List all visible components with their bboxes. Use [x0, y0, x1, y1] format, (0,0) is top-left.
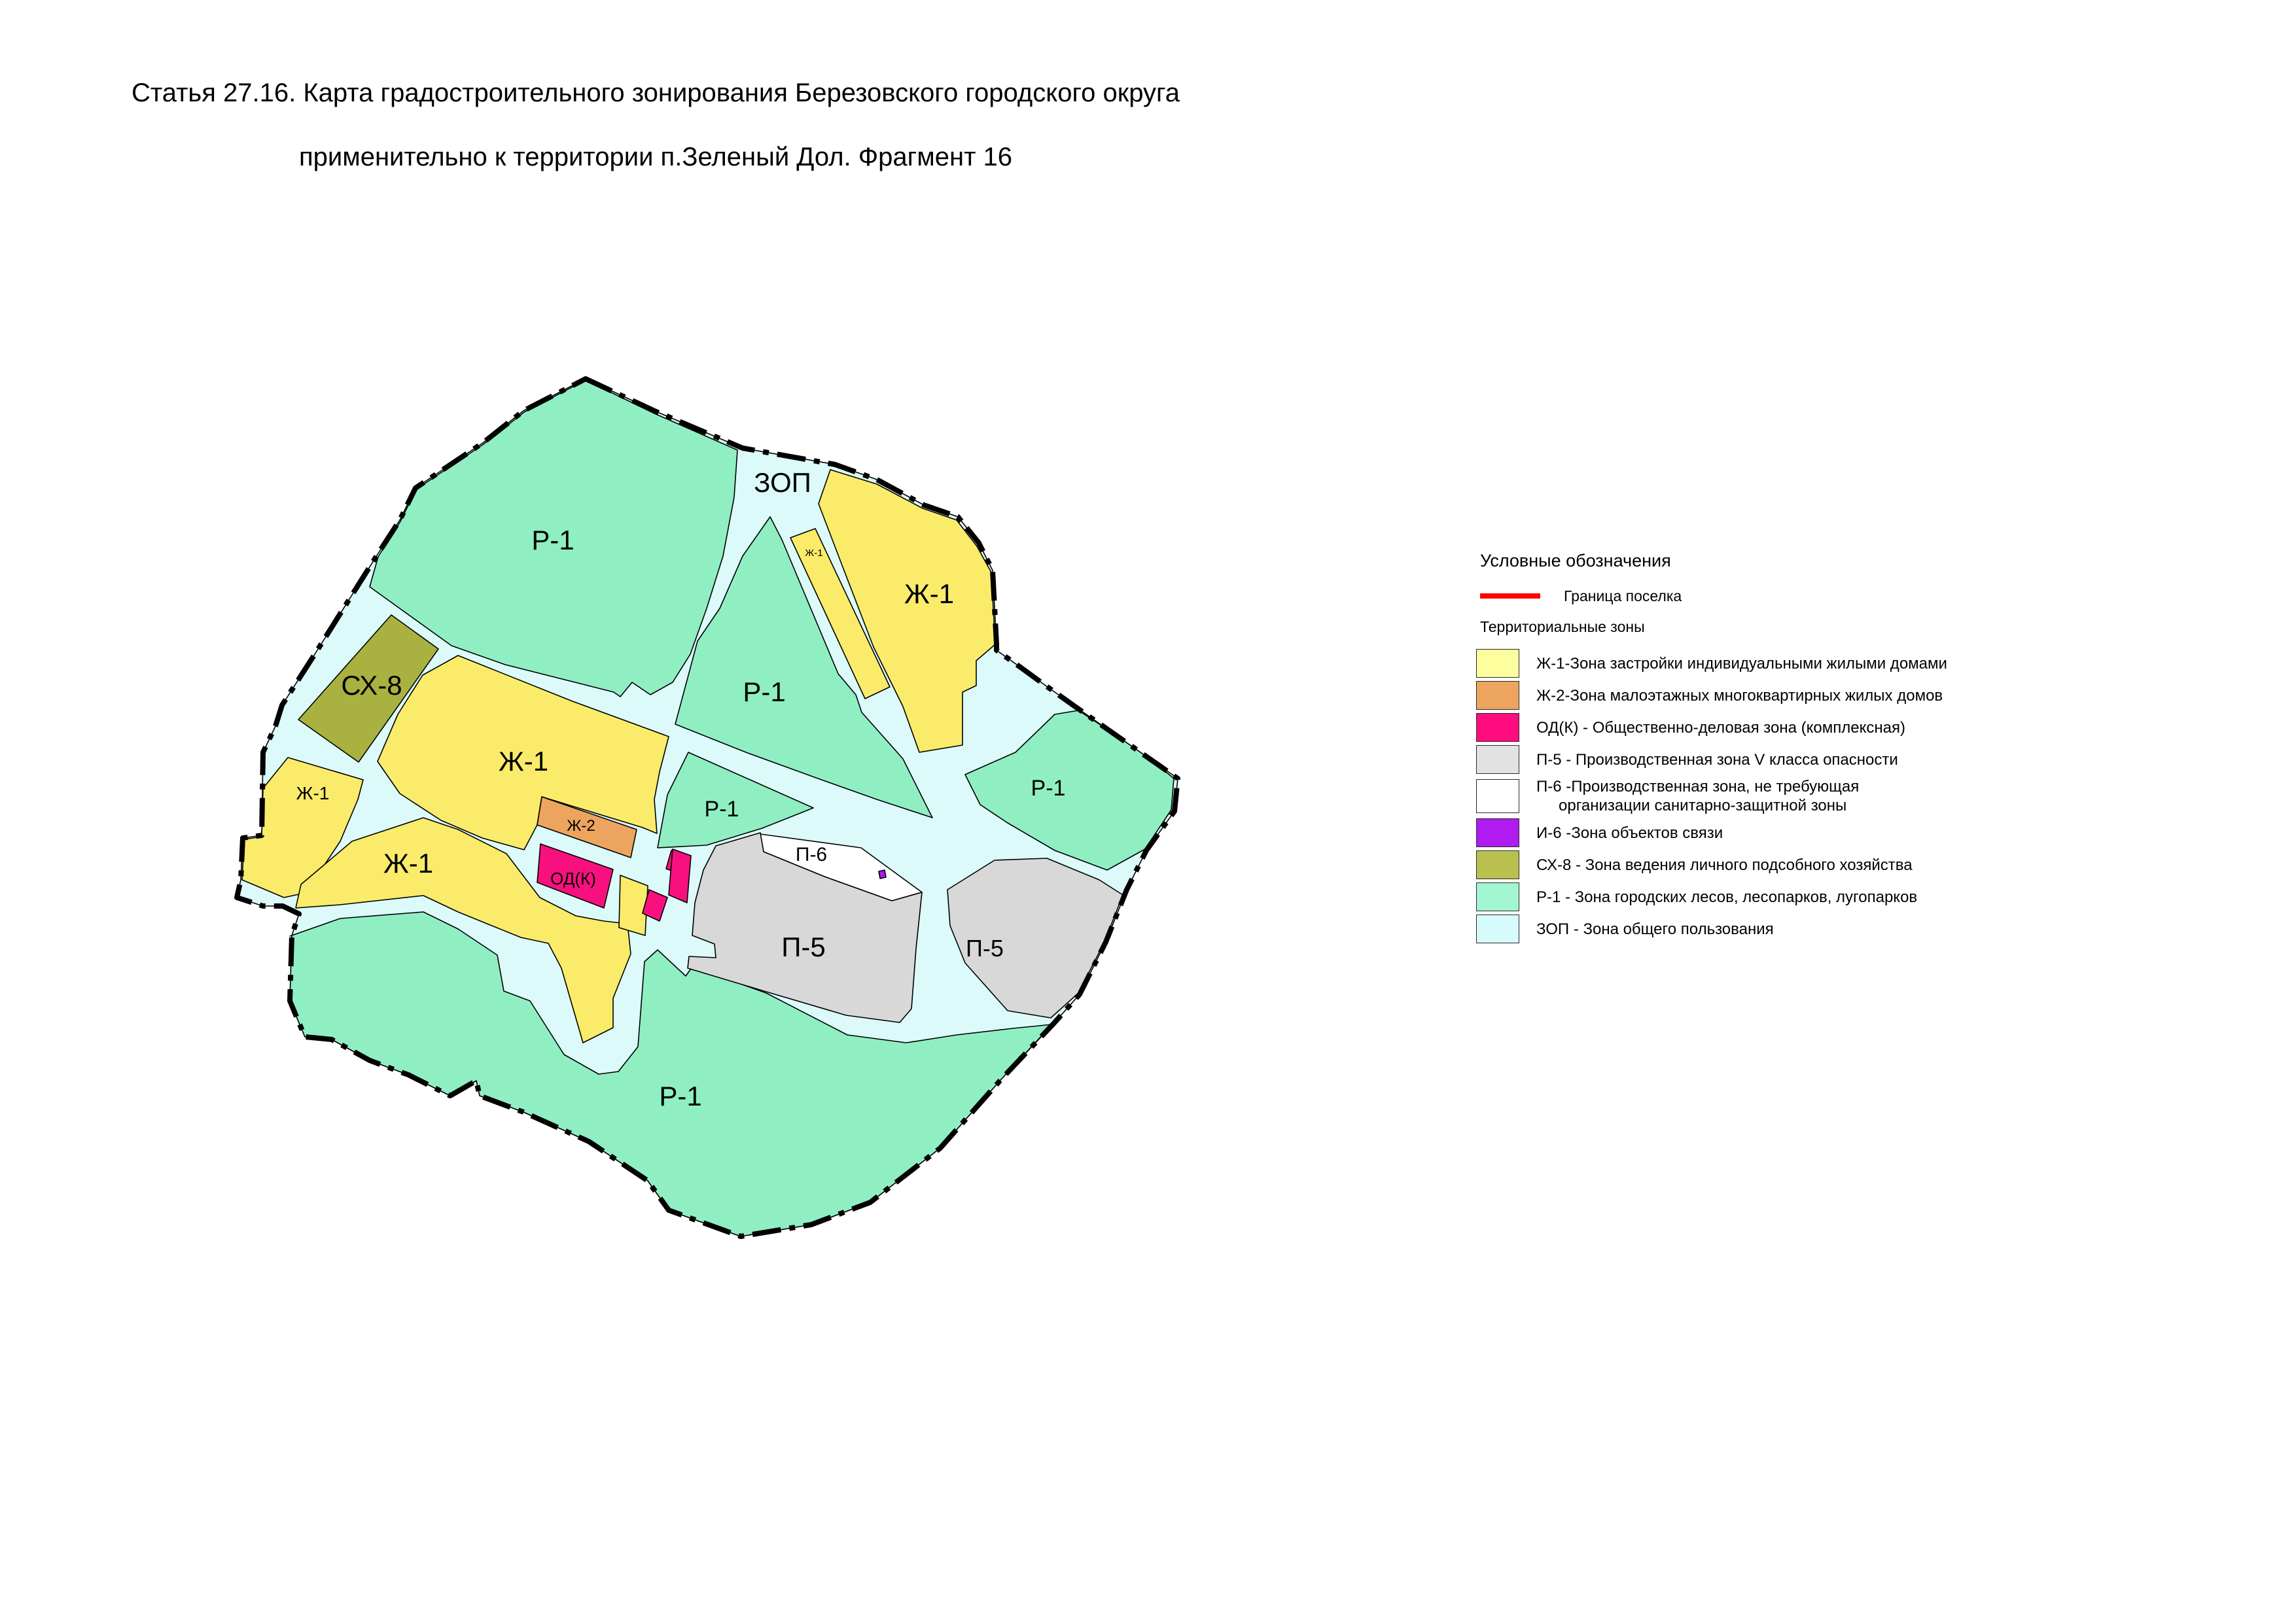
zh2-swatch	[1476, 681, 1519, 710]
r1-label: Р-1 - Зона городских лесов, лесопарков, лугопарков	[1536, 888, 1918, 906]
sx8-swatch	[1476, 850, 1519, 879]
legend-item-r1	[1476, 882, 2209, 911]
i6-label: И-6 -Зона объектов связи	[1536, 824, 1723, 842]
map-label-zh2: Ж-2	[567, 817, 595, 835]
p5-swatch	[1476, 745, 1519, 774]
boundary-line-swatch	[1480, 593, 1540, 599]
p6-label-line1: П-6 -Производственная зона, не требующая	[1536, 778, 1860, 795]
map-label-r1-right: Р-1	[1031, 776, 1066, 801]
map-label-zh1-strip: Ж-1	[805, 548, 823, 559]
p6-label	[1536, 777, 1859, 815]
map-label-zh1-left: Ж-1	[296, 783, 330, 803]
legend-item-i6	[1476, 818, 2209, 847]
map-label-r1-wedge: Р-1	[704, 797, 739, 822]
map-label-r1-center: Р-1	[743, 676, 786, 707]
legend-title: Условные обозначения	[1480, 551, 1671, 570]
i6-swatch	[1476, 818, 1519, 847]
map-label-zh1-ne: Ж-1	[904, 578, 955, 609]
legend-item-p6	[1476, 777, 2209, 815]
legend-item-zop	[1476, 915, 2209, 943]
legend	[1476, 551, 2209, 947]
legend-item-zh1	[1476, 649, 2209, 678]
zop-label: ЗОП - Зона общего пользования	[1536, 920, 1774, 938]
map-label-odk: ОД(К)	[550, 869, 596, 888]
zh2-label: Ж-2-Зона малоэтажных многоквартирных жилых домов	[1536, 686, 1943, 705]
zone-i6-dot	[879, 870, 886, 879]
legend-item-p5	[1476, 745, 2209, 774]
map-label-zh1-lower: Ж-1	[383, 848, 434, 879]
legend-item-odk	[1476, 713, 2209, 742]
zop-swatch	[1476, 915, 1519, 943]
title-line2: применительно к территории п.Зеленый Дол. Фрагмент 16	[298, 143, 1013, 171]
legend-zones-heading: Территориальные зоны	[1480, 618, 1645, 635]
legend-item-sx8	[1476, 850, 2209, 879]
legend-boundary-row	[1480, 588, 2209, 604]
legend-item-zh2	[1476, 681, 2209, 710]
map-label-r1-bottom: Р-1	[659, 1081, 702, 1111]
map-label-sx8: СХ-8	[341, 670, 402, 701]
title-line1: Статья 27.16. Карта градостроительного зонирования Березовского городского округа	[131, 79, 1180, 107]
map-label-p5-right: П-5	[966, 935, 1004, 962]
p5-label: П-5 - Производственная зона V класса опасности	[1536, 750, 1898, 769]
r1-swatch	[1476, 882, 1519, 911]
zone-odk-small-3	[669, 849, 691, 903]
zone-zh1-patch	[619, 875, 648, 935]
map-label-r1-topleft: Р-1	[531, 525, 574, 555]
map-label-p5-big: П-5	[781, 932, 826, 962]
boundary-label: Граница поселка	[1564, 587, 1682, 604]
map-label-zh1-central: Ж-1	[498, 746, 549, 777]
map-label-p6: П-6	[795, 844, 828, 865]
zh1-label: Ж-1-Зона застройки индивидуальными жилыми домами	[1536, 654, 1947, 672]
p6-label-line2: организации санитарно-защитной зоны	[1559, 797, 1847, 814]
p6-swatch	[1476, 779, 1519, 813]
odk-swatch	[1476, 713, 1519, 742]
map-label-zop: ЗОП	[754, 467, 811, 498]
odk-label: ОД(К) - Общественно-деловая зона (комплексная)	[1536, 718, 1905, 737]
zh1-swatch	[1476, 649, 1519, 678]
sx8-label: СХ-8 - Зона ведения личного подсобного хозяйства	[1536, 856, 1913, 874]
